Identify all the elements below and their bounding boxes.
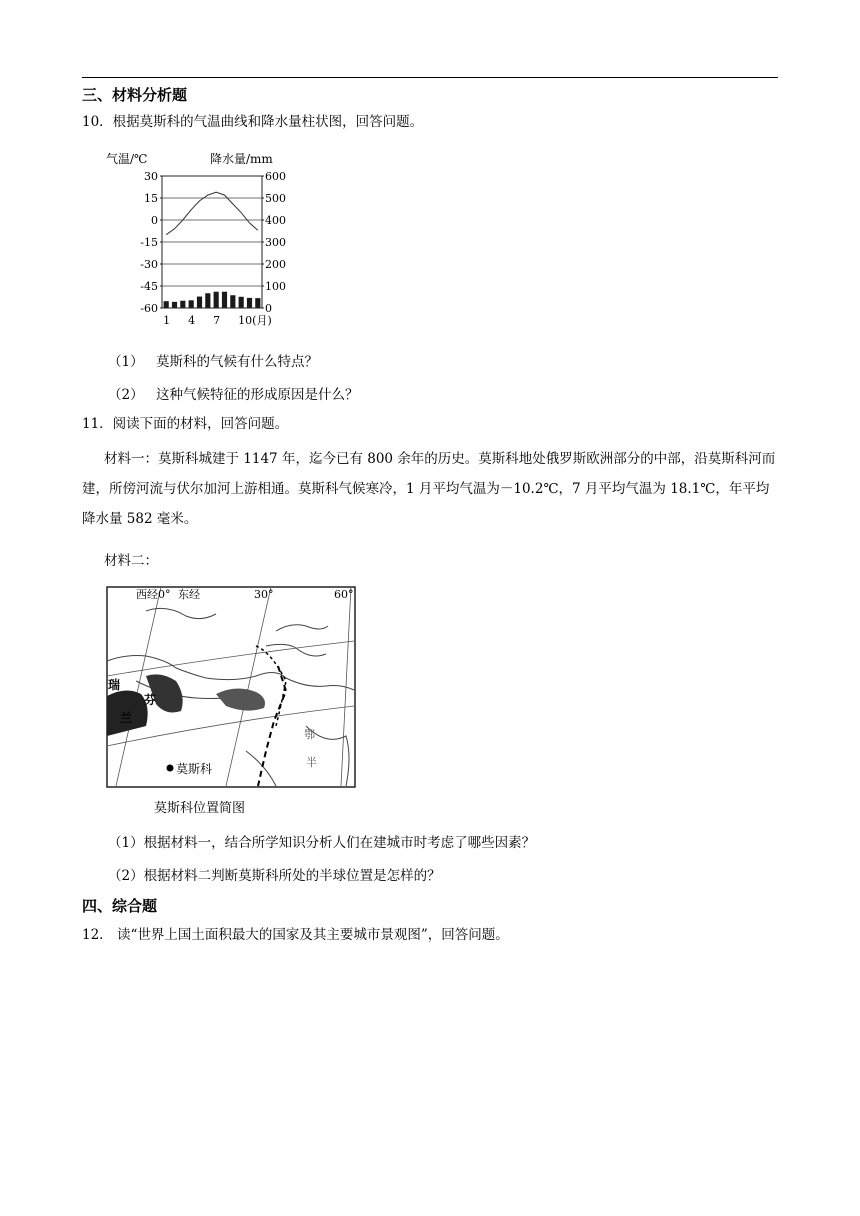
map-label-west0: 西经0° (136, 588, 171, 601)
map-label-30: 30° (254, 588, 274, 601)
precip-bar (197, 297, 202, 308)
left-tick-label: -15 (140, 236, 158, 249)
precip-bar (255, 298, 260, 308)
moscow-dot (167, 765, 174, 772)
x-tick-label: 10(月) (238, 314, 272, 327)
sub-text: 莫斯科的气候有什么特点？ (156, 354, 318, 370)
precip-bar (205, 293, 210, 308)
section-heading-4: 四、综合题 (82, 897, 158, 915)
moscow-climate-chart (100, 146, 300, 332)
precip-bar (172, 302, 177, 308)
section-heading-3: 三、材料分析题 (82, 86, 188, 104)
left-tick-label: -30 (140, 258, 158, 271)
map-caption: 莫斯科位置简图 (154, 801, 246, 816)
moscow-location-map (106, 586, 356, 788)
question-11-sub-2: （2）根据材料二判断莫斯科所处的半球位置是怎样的？ (108, 868, 441, 884)
right-tick-label: 600 (265, 170, 286, 183)
y-left-label: 气温/℃ (106, 152, 148, 166)
y-right-label: 降水量/mm (210, 152, 273, 166)
material-two-label: 材料二： (104, 553, 158, 569)
material-one: 材料一：莫斯科城建于 1147 年，迄今已有 800 余年的历史。莫斯科地处俄罗斯欧洲部分的中部，沿莫斯科河而建，所傍河流与伏尔加河上游相通。莫斯科气候寒冷，1 月平均气温为－10.2℃，7 月平均气温为 18.1℃，年平均降水量 582 毫米。 (82, 451, 776, 527)
precip-bar (222, 292, 227, 308)
question-10-sub-2 (108, 383, 359, 403)
x-tick-label: 7 (213, 314, 221, 327)
right-tick-label: 200 (265, 258, 286, 271)
left-tick-label: 30 (144, 170, 158, 183)
left-tick-label: -45 (140, 280, 158, 293)
question-11-sub-1: （1）根据材料一，结合所学知识分析人们在建城市时考虑了哪些因素？ (108, 835, 536, 851)
precip-bar (189, 300, 194, 308)
precip-bar (239, 297, 244, 308)
map-fragment: 瑞 (108, 678, 121, 692)
right-tick-label: 400 (265, 214, 286, 227)
map-fragment: 兰 (120, 711, 133, 725)
left-tick-label: 0 (151, 214, 158, 227)
question-10-sub-1 (108, 350, 318, 370)
map-label-city: 莫斯科 (176, 762, 213, 776)
sub-number: （1） (108, 354, 144, 370)
map-fragment: 半 (306, 756, 317, 769)
question-11-stem: 11．阅读下面的材料，回答问题。 (82, 416, 289, 432)
precip-bar (180, 301, 185, 308)
precip-bar (230, 295, 235, 308)
map-label-60: 60° (334, 588, 354, 601)
precip-bar (247, 298, 252, 308)
top-rule (82, 77, 778, 78)
sub-text: 这种气候特征的形成原因是什么？ (156, 387, 359, 403)
x-tick-label: 4 (188, 314, 196, 327)
map-fragment: 芬 (144, 693, 157, 707)
question-10-stem: 10．根据莫斯科的气温曲线和降水量柱状图，回答问题。 (82, 114, 424, 130)
temperature-curve (166, 192, 258, 235)
left-tick-label: -60 (140, 302, 158, 315)
precip-bar (214, 292, 219, 308)
precip-bar (164, 301, 169, 308)
map-fragment: 鄂 (304, 728, 315, 741)
right-tick-label: 0 (265, 302, 272, 315)
sub-number: （2） (108, 387, 144, 403)
left-tick-label: 15 (144, 192, 158, 205)
question-12-stem: 12． 读“世界上国土面积最大的国家及其主要城市景观图”，回答问题。 (82, 927, 509, 943)
right-tick-label: 100 (265, 280, 286, 293)
x-tick-label: 1 (163, 314, 171, 327)
map-label-east: 东经 (178, 588, 200, 601)
right-tick-label: 500 (265, 192, 286, 205)
right-tick-label: 300 (265, 236, 286, 249)
